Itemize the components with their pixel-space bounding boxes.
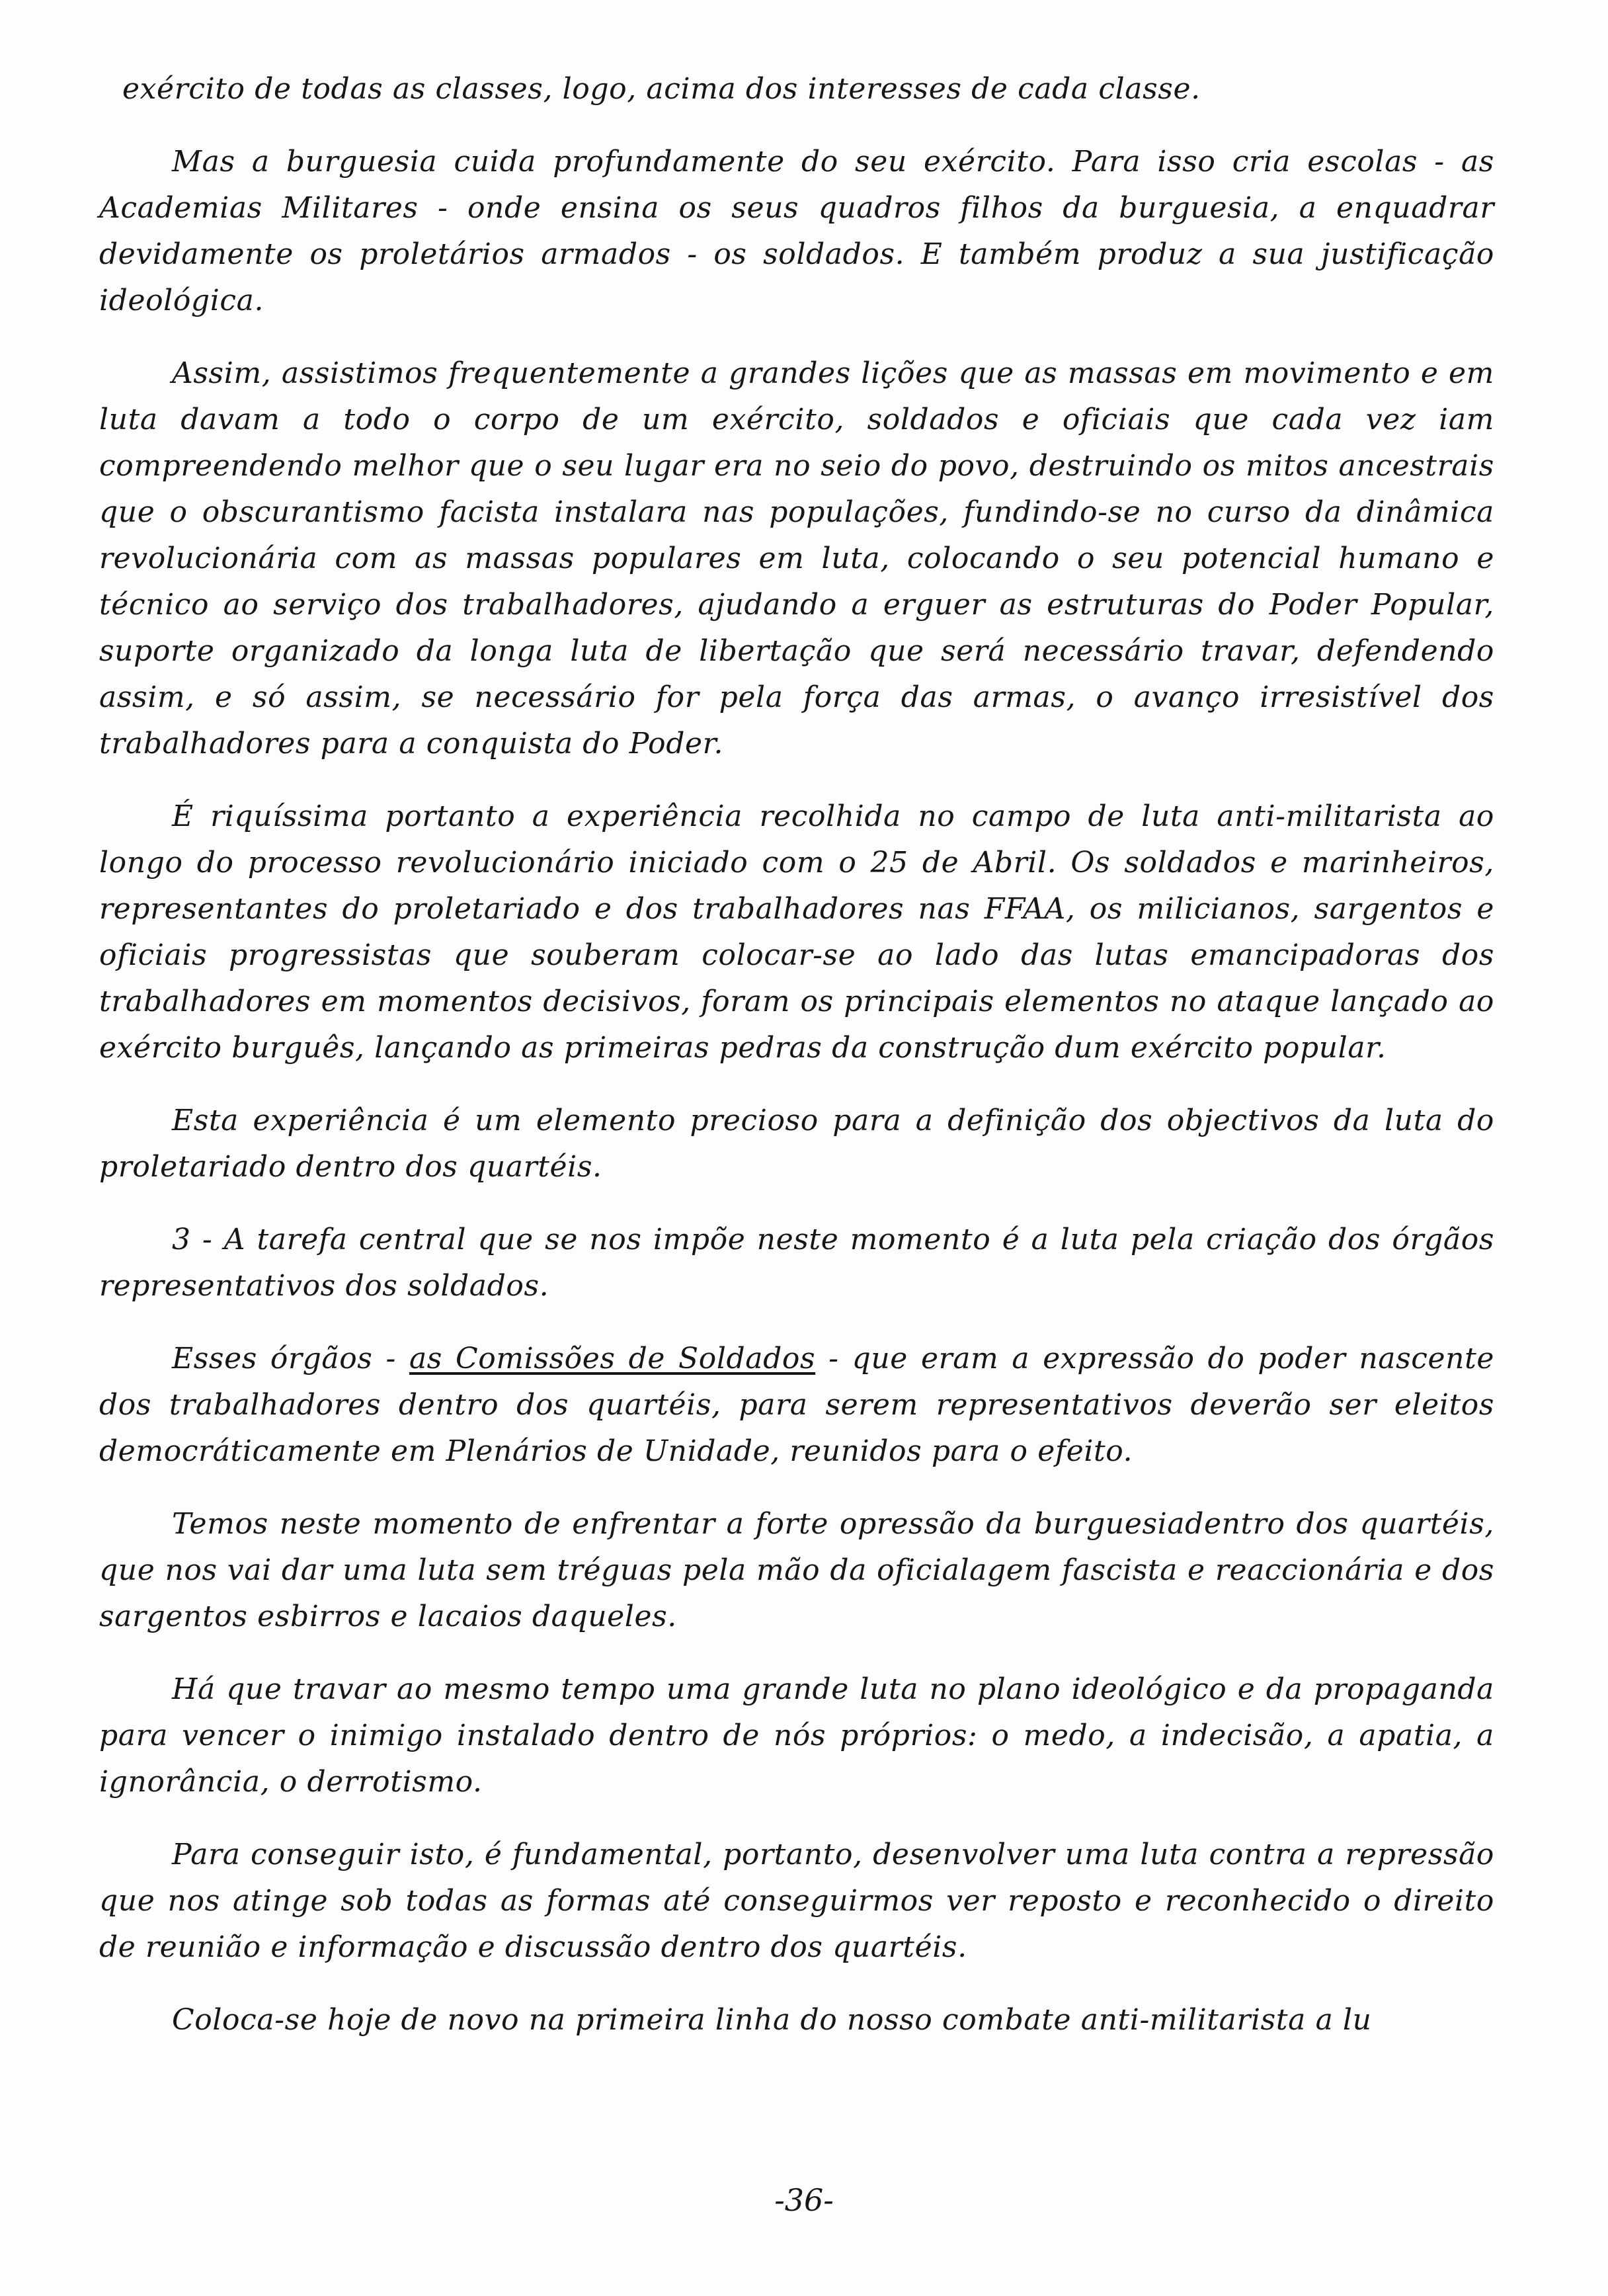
paragraph-continuation: exército de todas as classes, logo, acima dos interesses de cada classe.	[122, 72, 1201, 106]
paragraph-front-line: Coloca-se hoje de novo na primeira linha do nosso combate anti-militarista a lu	[172, 2003, 1372, 2037]
commissions-underlined-text: as Comissões de Soldados	[409, 1342, 816, 1375]
commissions-rest-text: - que eram a expressão do poder nascente dos trabalhadores dentro dos quartéis, para serem representativos deverão ser eleitos democráticamente em Plenários de Unidade, reunidos para o efeito.	[99, 1342, 1495, 1468]
page-number: -36-	[774, 2182, 834, 2218]
paragraph-anti-militarist-experience: É riquíssima portanto a experiência recolhida no campo de luta anti-militarista ao longo do processo revolucionário iniciado com o 25 de Abril. Os soldados e marinheiros, representantes do proletariado e dos trabalhadores nas FFAA, os milicianos, sargentos e oficiais progressistas que souberam colocar-se ao lado das lutas emancipadoras dos trabalhadores em momentos decisivos, foram os principais elementos no ataque lançado ao exército burguês, lançando as primeiras pedras da construção dum exército popular.	[99, 800, 1494, 1065]
paragraph-bourgeois-army: Mas a burguesia cuida profundamente do seu exército. Para isso cria escolas - as Academias Militares - onde ensina os seus quadros filhos da burguesia, a enquadrar devidamente os proletários armados - os soldados. E também produz a sua justificação ideológica.	[99, 145, 1494, 317]
commissions-intro-text: Esses órgãos -	[172, 1342, 409, 1375]
paragraph-section-3: 3 - A tarefa central que se nos impõe neste momento é a luta pela criação dos órgãos representativos dos soldados.	[99, 1223, 1494, 1303]
paragraph-ideological-struggle: Há que travar ao mesmo tempo uma grande luta no plano ideológico e da propaganda para vencer o inimigo instalado dentro de nós próprios: o medo, a indecisão, a apatia, a ignorância, o derrotismo.	[99, 1672, 1494, 1799]
paragraph-lessons-of-masses: Assim, assistimos frequentemente a grandes lições que as massas em movimento e em luta davam a todo o corpo de um exército, soldados e oficiais que cada vez iam compreendendo melhor que o seu lugar era no seio do povo, destruindo os mitos ancestrais que o obscurantismo facista instalara nas populações, fundindo-se no curso da dinâmica revolucionária com as massas populares em luta, colocando o seu potencial humano e técnico ao serviço dos trabalhadores, ajudando a erguer as estruturas do Poder Popular, suporte organizado da longa luta de libertação que será necessário travar, defendendo assim, e só assim, se necessário for pela força das armas, o avanço irresistível dos trabalhadores para a conquista do Poder.	[99, 356, 1494, 760]
body-text	[99, 66, 1494, 2070]
paragraph-bourgeois-oppression: Temos neste momento de enfrentar a forte opressão da burguesiadentro dos quartéis, que nos vai dar uma luta sem tréguas pela mão da oficialagem fascista e reaccionária e dos sargentos esbirros e lacaios daqueles.	[99, 1507, 1494, 1633]
paragraph-repression-struggle: Para conseguir isto, é fundamental, portanto, desenvolver uma luta contra a repressão que nos atinge sob todas as formas até conseguirmos ver reposto e reconhecido o direito de reunião e informação e discussão dentro dos quartéis.	[99, 1838, 1494, 1964]
paragraph-precious-element: Esta experiência é um elemento precioso para a definição dos objectivos da luta do proletariado dentro dos quartéis.	[99, 1104, 1494, 1184]
paragraph-soldier-commissions	[99, 1336, 1494, 1475]
